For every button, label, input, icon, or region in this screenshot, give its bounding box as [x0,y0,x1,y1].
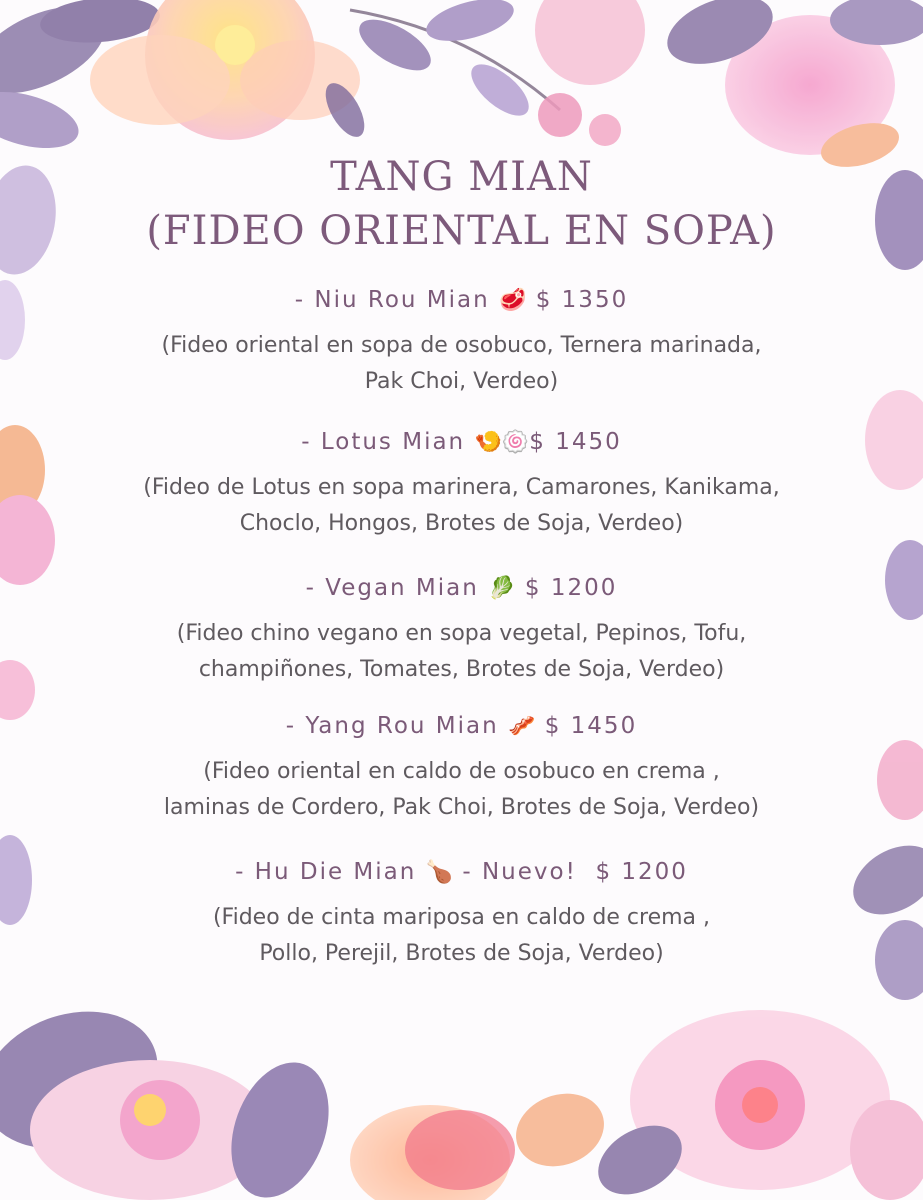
menu-item-description [0,754,923,826]
menu-item-name: - Hu Die Mian [235,859,417,885]
meat-icon: 🥩 [499,288,527,313]
menu-item-description [0,900,923,972]
menu-item-description [0,616,923,688]
menu-item-description-line: laminas de Cordero, Pak Choi, Brotes de Soja, Verdeo) [163,795,760,820]
menu-item-price: $ 1200 [524,575,618,601]
menu-item-description-line: (Fideo de Lotus en sopa marinera, Camarones, Kanikama, [143,475,780,500]
menu-item-lotus-mian [0,422,923,542]
menu-item-yang-rou-mian [0,706,923,826]
menu-item-heading [0,422,923,462]
menu-item-name: - Vegan Mian [305,575,479,601]
menu-item-description-line: Pollo, Perejil, Brotes de Soja, Verdeo) [259,941,664,966]
menu-item-description-line: (Fideo de cinta mariposa en caldo de crema , [212,905,711,930]
menu-item-price: $ 1350 [535,287,629,313]
menu-item-description-line: (Fideo oriental en caldo de osobuco en crema , [203,759,720,784]
menu-item-description-line: Choclo, Hongos, Brotes de Soja, Verdeo) [239,511,684,536]
menu-item-heading [0,706,923,746]
menu-item-description [0,328,923,400]
menu-title-line2: (FIDEO ORIENTAL EN SOPA) [146,208,777,254]
menu-item-description [0,470,923,542]
leafy-green-icon: 🥬 [488,576,516,601]
menu-content [0,150,923,972]
shrimp-fishcake-icon: 🍤🍥 [474,430,530,455]
menu-item-heading [0,852,923,892]
menu-item-heading [0,568,923,608]
menu-item-niu-rou-mian [0,280,923,400]
menu-item-price: $ 1450 [544,713,638,739]
bacon-icon: 🥓 [508,714,536,739]
menu-item-description-line: (Fideo oriental en sopa de osobuco, Ternera marinada, [161,333,762,358]
menu-item-price: $ 1450 [529,429,622,455]
menu-item-description-line: (Fideo chino vegano en sopa vegetal, Pepinos, Tofu, [176,621,747,646]
menu-item-description-line: champiñones, Tomates, Brotes de Soja, Verdeo) [198,657,725,682]
menu-item-name: - Lotus Mian [301,429,466,455]
yellow-flower-top [90,0,360,140]
flowers-bottom [0,988,923,1200]
pink-flower-top-right [535,0,923,175]
menu-item-name: - Yang Rou Mian [285,713,499,739]
menu-item-hu-die-mian [0,852,923,972]
menu-item-name: - Niu Rou Mian [294,287,490,313]
menu-item-price: $ 1200 [595,859,688,885]
menu-item-vegan-mian [0,568,923,688]
menu-title-line1: TANG MIAN [330,154,593,200]
new-badge: - Nuevo! [462,859,577,885]
menu-item-description-line: Pak Choi, Verdeo) [364,369,559,394]
poultry-leg-icon: 🍗 [425,860,454,885]
leaf-cluster-top-middle [318,0,560,143]
menu-item-heading [0,280,923,320]
menu-title [0,150,923,258]
